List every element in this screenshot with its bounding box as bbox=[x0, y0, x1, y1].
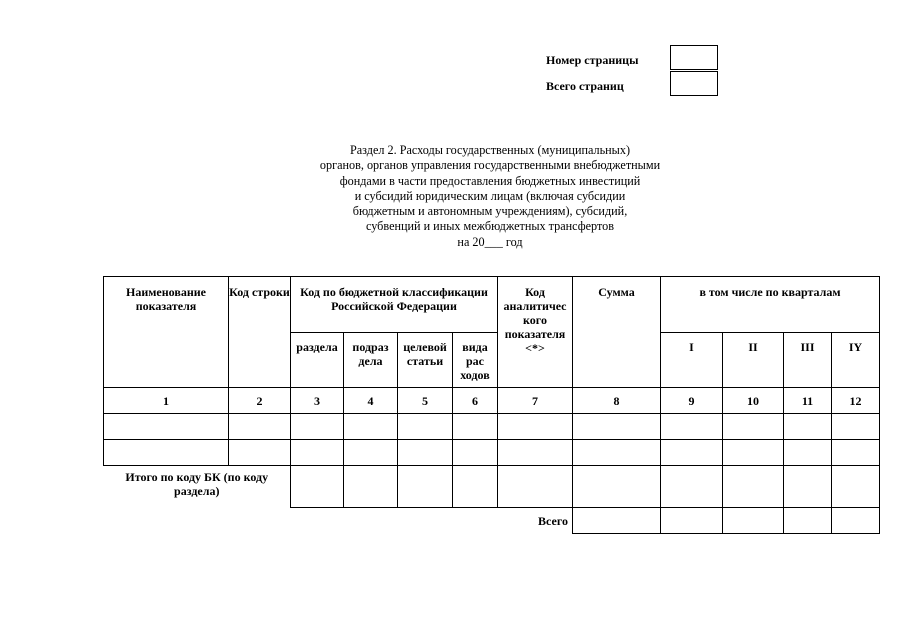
grand-total-q2[interactable] bbox=[723, 508, 784, 534]
total-cell-q4[interactable] bbox=[832, 466, 880, 508]
header-name: Наименование показателя bbox=[104, 277, 229, 388]
column-number: 10 bbox=[723, 388, 784, 414]
column-number: 6 bbox=[453, 388, 498, 414]
cell-q2[interactable] bbox=[723, 440, 784, 466]
header-section: раздела bbox=[291, 333, 344, 388]
header-subsection: подраз дела bbox=[344, 333, 398, 388]
cell-q3[interactable] bbox=[784, 414, 832, 440]
header-sum: Сумма bbox=[573, 277, 661, 388]
page-number-label: Номер страницы bbox=[546, 53, 639, 67]
total-cell-q3[interactable] bbox=[784, 466, 832, 508]
cell-section[interactable] bbox=[291, 414, 344, 440]
section-title-line: фондами в части предоставления бюджетных инвестиций bbox=[339, 173, 641, 188]
total-cell-target-item[interactable] bbox=[398, 466, 453, 508]
cell-q4[interactable] bbox=[832, 440, 880, 466]
cell-target-item[interactable] bbox=[398, 440, 453, 466]
section-title-line: и субсидий юридическим лицам (включая субсидии bbox=[354, 188, 626, 203]
grand-total-row bbox=[104, 508, 880, 534]
header-budget-classification: Код по бюджетной классификации Российской Федерации bbox=[291, 277, 498, 333]
total-by-bk-row bbox=[104, 466, 880, 508]
cell-target-item[interactable] bbox=[398, 414, 453, 440]
cell-q1[interactable] bbox=[661, 440, 723, 466]
header-quarter-1: I bbox=[661, 333, 723, 388]
grand-total-label: Всего bbox=[538, 513, 568, 528]
section-title-line: органов, органов управления государственными внебюджетными bbox=[319, 158, 661, 173]
cell-sum[interactable] bbox=[573, 414, 661, 440]
cell-analytic-code[interactable] bbox=[498, 440, 573, 466]
cell-expense-type[interactable] bbox=[453, 414, 498, 440]
header-quarter-2: II bbox=[723, 333, 784, 388]
total-cell-sum[interactable] bbox=[573, 466, 661, 508]
cell-line-code[interactable] bbox=[229, 414, 291, 440]
cell-name[interactable] bbox=[104, 414, 229, 440]
grand-total-q4[interactable] bbox=[832, 508, 880, 534]
section-title bbox=[280, 143, 700, 250]
table-row[interactable] bbox=[104, 414, 880, 440]
total-pages-label: Всего страниц bbox=[546, 79, 624, 93]
total-cell-analytic-code[interactable] bbox=[498, 466, 573, 508]
column-number: 9 bbox=[661, 388, 723, 414]
cell-analytic-code[interactable] bbox=[498, 414, 573, 440]
total-pages-field[interactable] bbox=[670, 71, 718, 96]
header-analytic-code: Код аналитичес кого показателя <*> bbox=[498, 277, 573, 388]
page-number-field[interactable] bbox=[670, 45, 718, 70]
section-title-line: на 20___ год bbox=[457, 234, 523, 249]
cell-section[interactable] bbox=[291, 440, 344, 466]
column-number: 3 bbox=[291, 388, 344, 414]
table-row[interactable] bbox=[104, 440, 880, 466]
cell-q1[interactable] bbox=[661, 414, 723, 440]
expenses-table bbox=[103, 276, 880, 534]
grand-total-q3[interactable] bbox=[784, 508, 832, 534]
total-cell-q2[interactable] bbox=[723, 466, 784, 508]
section-title-line: бюджетным и автономным учреждениям), субсидий, bbox=[352, 204, 628, 219]
grand-total-sum[interactable] bbox=[573, 508, 661, 534]
header-expense-type: вида рас ходов bbox=[453, 333, 498, 388]
column-number: 5 bbox=[398, 388, 453, 414]
column-number: 8 bbox=[573, 388, 661, 414]
header-target-item: целевой статьи bbox=[398, 333, 453, 388]
grand-total-q1[interactable] bbox=[661, 508, 723, 534]
cell-subsection[interactable] bbox=[344, 440, 398, 466]
cell-q2[interactable] bbox=[723, 414, 784, 440]
cell-name[interactable] bbox=[104, 440, 229, 466]
total-by-bk-label: Итого по коду БК (по коду раздела) bbox=[125, 470, 269, 498]
total-cell-section[interactable] bbox=[291, 466, 344, 508]
section-title-line: Раздел 2. Расходы государственных (муниципальных) bbox=[349, 143, 631, 157]
total-cell-q1[interactable] bbox=[661, 466, 723, 508]
header-quarter-4: IY bbox=[832, 333, 880, 388]
cell-q4[interactable] bbox=[832, 414, 880, 440]
column-number: 11 bbox=[784, 388, 832, 414]
column-number: 2 bbox=[229, 388, 291, 414]
column-number: 12 bbox=[832, 388, 880, 414]
column-number: 4 bbox=[344, 388, 398, 414]
column-number: 7 bbox=[498, 388, 573, 414]
cell-subsection[interactable] bbox=[344, 414, 398, 440]
header-line-code: Код строки bbox=[229, 277, 291, 388]
total-cell-expense-type[interactable] bbox=[453, 466, 498, 508]
cell-expense-type[interactable] bbox=[453, 440, 498, 466]
column-numbers-row bbox=[104, 388, 880, 414]
section-title-line: субвенций и иных межбюджетных трансфертов bbox=[366, 219, 614, 234]
total-cell-subsection[interactable] bbox=[344, 466, 398, 508]
cell-line-code[interactable] bbox=[229, 440, 291, 466]
header-quarters: в том числе по кварталам bbox=[661, 277, 880, 333]
cell-sum[interactable] bbox=[573, 440, 661, 466]
cell-q3[interactable] bbox=[784, 440, 832, 466]
header-quarter-3: III bbox=[784, 333, 832, 388]
column-number: 1 bbox=[104, 388, 229, 414]
